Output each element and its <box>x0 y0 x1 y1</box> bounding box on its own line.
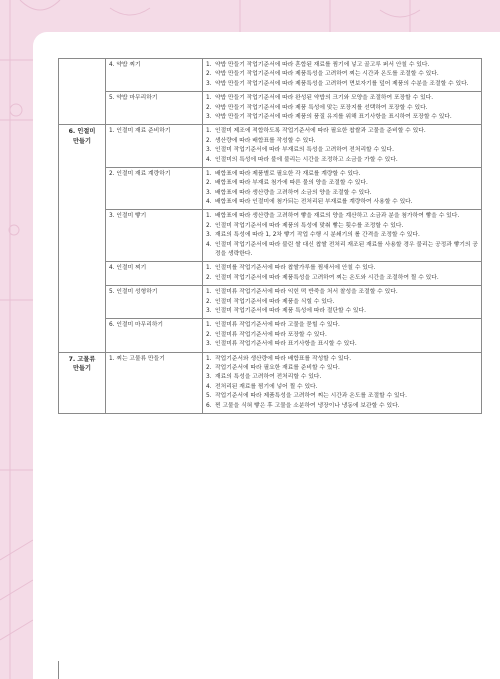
unit-name: 2. 인절미 재료 계량하기 <box>109 170 171 177</box>
criteria-text: 인절미류 작업기준서에 따라 포장할 수 있다. <box>215 331 327 338</box>
criteria-text: 작업기준서에 따라 제품특성을 고려하여 찌는 시간과 온도를 조절할 수 있다. <box>215 393 408 400</box>
unit-name-cell <box>106 262 203 286</box>
criteria-text: 전처리된 재료를 찜기에 넣어 찔 수 있다. <box>215 383 318 390</box>
table-row <box>59 286 482 319</box>
unit-name-cell <box>106 125 203 168</box>
criteria-item <box>206 383 478 392</box>
competency-group-cell <box>59 125 106 352</box>
unit-name-cell <box>106 286 203 319</box>
unit-name: 5. 인절미 성형하기 <box>109 289 158 296</box>
criteria-number: 1. <box>206 128 212 135</box>
criteria-cell <box>203 286 482 319</box>
criteria-cell <box>203 92 482 125</box>
criteria-cell <box>203 125 482 168</box>
criteria-item <box>206 70 478 79</box>
criteria-item <box>206 331 478 340</box>
criteria-item <box>206 241 478 260</box>
criteria-text: 인절미의 특성에 따라 불에 불리는 시간을 조정하고 소금을 가할 수 있다. <box>215 156 398 163</box>
criteria-number: 4. <box>206 199 212 206</box>
criteria-item <box>206 321 478 330</box>
table-row <box>59 319 482 352</box>
unit-name: 3. 인절미 빻기 <box>109 213 147 220</box>
criteria-text: 인절미류 작업기준서에 따라 익힌 떡 반죽을 처서 찰성을 조절할 수 있다. <box>215 289 398 296</box>
criteria-number: 3. <box>206 374 212 381</box>
criteria-text: 배합표에 따라 인절미에 첨가되는 전처리된 부재료를 계량하여 사용할 수 있다. <box>215 199 413 206</box>
criteria-number: 2. <box>206 180 212 187</box>
criteria-item <box>206 170 478 179</box>
criteria-number: 3. <box>206 80 212 87</box>
criteria-item <box>206 364 478 373</box>
criteria-number: 3. <box>206 232 212 239</box>
criteria-text: 약밥 만들기 작업기준서에 따라 제품 특성에 맞는 포장지를 선택하여 포장할 수 있다. <box>215 104 428 111</box>
criteria-number: 3. <box>206 113 212 120</box>
unit-name: 4. 인절미 찌기 <box>109 265 147 272</box>
criteria-number: 2. <box>206 364 212 371</box>
criteria-text: 인절미 작업기준서에 따라 불린 쌀 대신 찹쌀 전처리 재조된 재료를 사용할 경우 불리는 공정과 빻기의 공정을 생략한다. <box>215 241 478 258</box>
criteria-item <box>206 137 478 146</box>
criteria-item <box>206 264 478 273</box>
criteria-text: 약밥 만들기 작업기준서에 따라 완성된 약밥의 크기와 모양을 조절하여 포장할 수 있다. <box>215 95 434 102</box>
criteria-text: 인절미 제조에 적합하도록 작업기준서에 따라 필요한 찹쌀과 고물을 준비할 수 있다. <box>215 128 426 135</box>
unit-name: 1. 인절미 재료 준비하기 <box>109 128 171 135</box>
criteria-item <box>206 373 478 382</box>
unit-name: 6. 인절미 마무리하기 <box>109 322 164 329</box>
criteria-number: 4. <box>206 241 212 248</box>
criteria-cell <box>203 262 482 286</box>
criteria-number: 5. <box>206 393 212 400</box>
criteria-text: 생산량에 따라 배합표를 작성할 수 있다. <box>215 137 316 144</box>
competency-group-label: 만들기 <box>73 138 91 146</box>
criteria-cell <box>203 210 482 262</box>
criteria-number: 4. <box>206 156 212 163</box>
criteria-cell <box>203 352 482 413</box>
criteria-number: 2. <box>206 331 212 338</box>
criteria-number: 1. <box>206 95 212 102</box>
criteria-number: 6. <box>206 402 212 409</box>
criteria-number: 2. <box>206 274 212 281</box>
competency-table <box>58 58 482 414</box>
criteria-text: 약밥 만들기 작업기준서에 따라 제품특성을 고려하여 면보자기를 덮어 제품의 수분을 조절할 수 있다. <box>215 80 469 87</box>
criteria-number: 1. <box>206 62 212 68</box>
criteria-number: 1. <box>206 170 212 177</box>
criteria-text: 인절미류 작업기준서에 따라 표기사항을 표시할 수 있다. <box>215 341 357 348</box>
criteria-text: 찐 고물을 식혀 빻은 후 고물을 소분하여 냉장이나 냉동에 보관할 수 있다. <box>215 402 400 409</box>
criteria-item <box>206 288 478 297</box>
table-row <box>59 262 482 286</box>
criteria-text: 재료의 특성을 고려하여 전처리할 수 있다. <box>215 374 322 381</box>
competency-group-cell <box>59 59 106 125</box>
criteria-text: 배합표에 따라 생산량을 고려하여 빻을 재료의 양을 계산하고 소금과 분을 첨가하여 빻을 수 있다. <box>215 213 460 220</box>
competency-group-label: 만들기 <box>73 365 91 373</box>
criteria-item <box>206 127 478 136</box>
criteria-number: 3. <box>206 147 212 154</box>
table-row <box>59 92 482 125</box>
unit-name-cell <box>106 92 203 125</box>
criteria-item <box>206 189 478 198</box>
competency-group-label: 7. 고물류 <box>68 355 96 363</box>
unit-name-cell <box>106 352 203 413</box>
criteria-number: 3. <box>206 307 212 314</box>
criteria-text: 인절미 작업기준서에 따라 제품의 특성에 맞춰 빻는 횟수를 조정할 수 있다. <box>215 222 404 229</box>
criteria-item <box>206 80 478 89</box>
criteria-text: 약밥 만들기 작업기준서에 따라 제품특성을 고려하여 찌는 시간과 온도를 조절할 수 있다. <box>215 71 439 78</box>
criteria-item <box>206 402 478 411</box>
criteria-number: 1. <box>206 289 212 296</box>
unit-name-cell <box>106 167 203 210</box>
unit-name: 5. 약밥 마무리하기 <box>109 95 158 102</box>
criteria-item <box>206 392 478 401</box>
criteria-text: 배합표에 따라 제품별로 필요한 각 재료를 계량할 수 있다. <box>215 170 361 177</box>
criteria-item <box>206 274 478 283</box>
competency-group-label: 6. 인절미 <box>68 128 96 136</box>
table-row <box>59 167 482 210</box>
unit-name-cell <box>106 319 203 352</box>
criteria-number: 1. <box>206 213 212 220</box>
criteria-item <box>206 179 478 188</box>
criteria-item <box>206 212 478 221</box>
criteria-item <box>206 104 478 113</box>
criteria-number: 3. <box>206 341 212 348</box>
table-continuation <box>58 661 483 679</box>
criteria-cell <box>203 319 482 352</box>
unit-name: 4. 약밥 찌기 <box>109 62 141 68</box>
criteria-text: 배합표에 따라 생산량을 고려하여 소금의 양을 조절할 수 있다. <box>215 189 372 196</box>
criteria-text: 재료의 특성에 따라 1, 2차 빻기 작업 수행 시 분쇄기의 롤 간격을 조정할 수 있다. <box>215 232 420 239</box>
criteria-item <box>206 298 478 307</box>
criteria-item <box>206 355 478 364</box>
criteria-item <box>206 222 478 231</box>
criteria-cell <box>203 59 482 92</box>
criteria-text: 인절미 작업기준서에 따라 부재료의 특성을 고려하여 전처리할 수 있다. <box>215 147 394 154</box>
table-row <box>59 59 482 92</box>
criteria-text: 인절미류 작업기준서에 따라 고물을 묻힐 수 있다. <box>215 322 340 329</box>
criteria-number: 4. <box>206 383 212 390</box>
criteria-number: 2. <box>206 104 212 111</box>
criteria-text: 배합표에 따라 부재료 첨가에 따른 물의 양을 조절할 수 있다. <box>215 180 368 187</box>
criteria-item <box>206 61 478 70</box>
criteria-text: 작업기준서에 따라 필요한 재료를 준비할 수 있다. <box>215 364 340 371</box>
table-row <box>59 125 482 168</box>
criteria-text: 작업기준서와 생산량에 따라 배합표를 작성할 수 있다. <box>215 355 352 362</box>
criteria-number: 2. <box>206 71 212 78</box>
criteria-number: 2. <box>206 298 212 305</box>
criteria-item <box>206 146 478 155</box>
unit-name-cell <box>106 210 203 262</box>
criteria-text: 인절미 작업기준서에 따라 제품 특성에 따라 절단할 수 있다. <box>215 307 366 314</box>
criteria-item <box>206 113 478 122</box>
criteria-number: 1. <box>206 322 212 329</box>
competency-group-cell <box>59 352 106 413</box>
criteria-number: 1. <box>206 265 212 272</box>
criteria-item <box>206 231 478 240</box>
criteria-number: 2. <box>206 222 212 229</box>
criteria-text: 약밥 만들기 작업기준서에 따라 혼합된 재료를 찜기에 넣고 골고루 퍼서 안칠 수 있다. <box>215 62 430 68</box>
criteria-text: 인절미를 작업기준서에 따라 찹쌀가루를 찜새서에 안칠 수 있다. <box>215 265 376 272</box>
unit-name: 1. 찌는 고물류 만들기 <box>109 355 165 362</box>
criteria-text: 인절미 작업기준서에 따라 제품을 식힐 수 있다. <box>215 298 335 305</box>
unit-name-cell <box>106 59 203 92</box>
criteria-number: 1. <box>206 355 212 362</box>
criteria-item <box>206 340 478 349</box>
table-row <box>59 210 482 262</box>
criteria-item <box>206 198 478 207</box>
criteria-item <box>206 156 478 165</box>
criteria-number: 2. <box>206 137 212 144</box>
criteria-number: 3. <box>206 189 212 196</box>
criteria-text: 인절미 작업기준서에 따라 제품특성을 고려하여 찌는 온도와 시간을 조절하여 찔 수 있다. <box>215 274 439 281</box>
criteria-item <box>206 307 478 316</box>
table-row <box>59 352 482 413</box>
criteria-text: 약밥 만들기 작업기준서에 따라 제품의 품질 유지를 위해 표기사항을 표시하여 포장할 수 있다. <box>215 113 452 120</box>
criteria-cell <box>203 167 482 210</box>
criteria-item <box>206 94 478 103</box>
